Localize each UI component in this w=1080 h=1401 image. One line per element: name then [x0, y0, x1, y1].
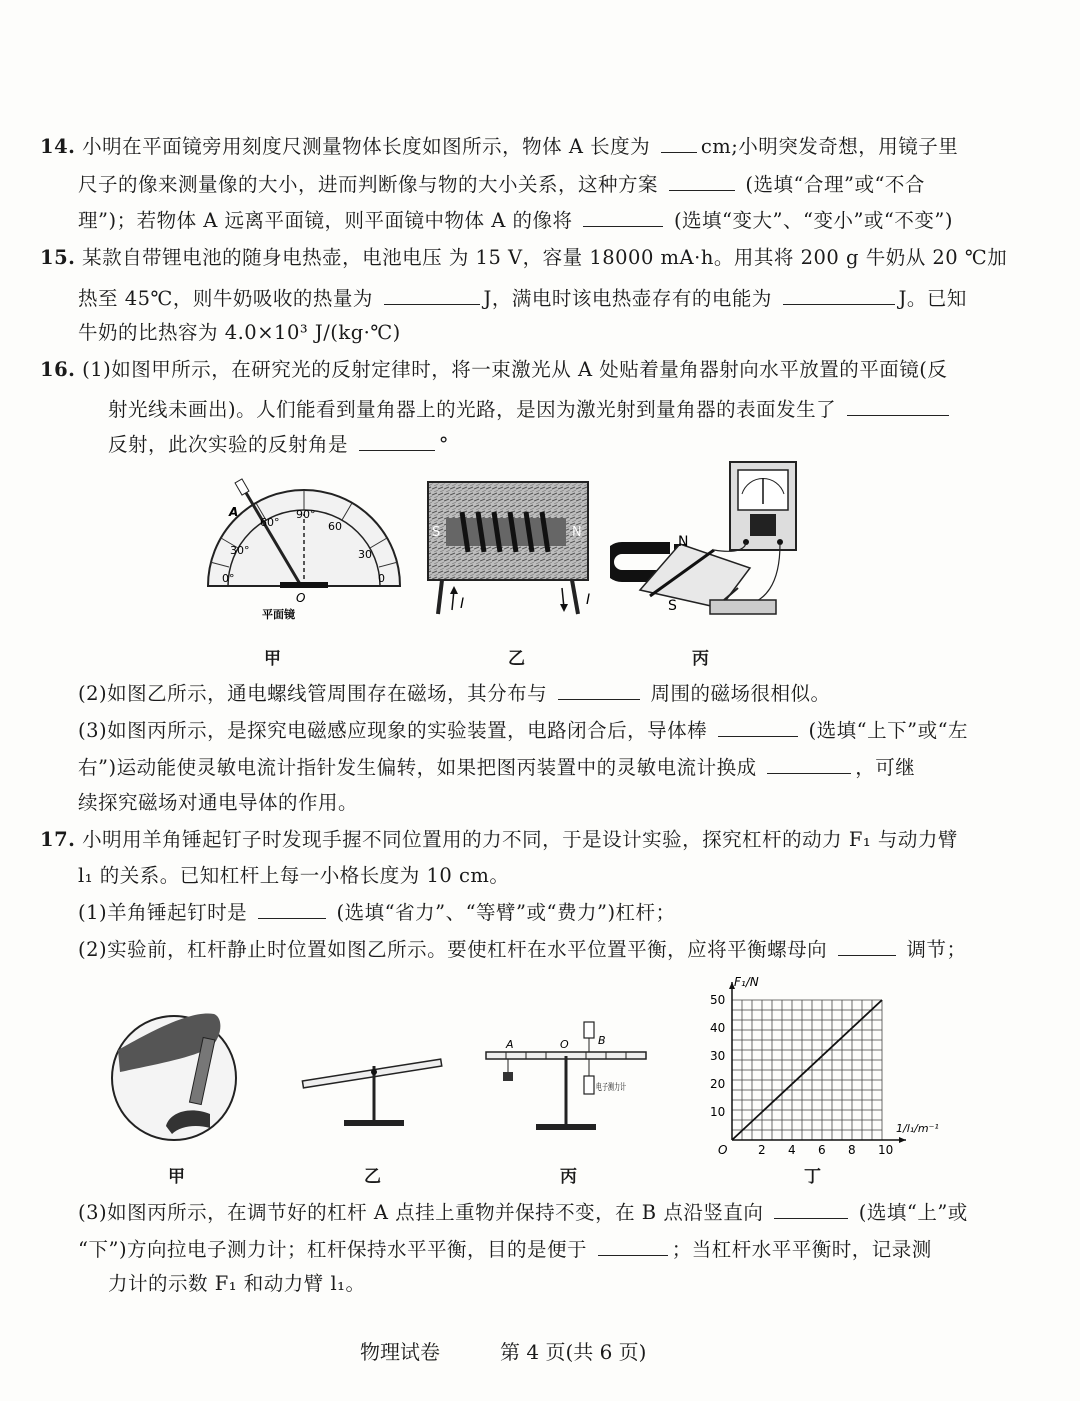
current-right-label: I	[586, 592, 591, 608]
q17-blank-lever-type[interactable]	[258, 898, 326, 919]
q15-text: 热至 45℃，则牛奶吸收的热量为	[78, 287, 373, 310]
q16-part2	[78, 679, 831, 707]
q14-line-1	[40, 132, 958, 160]
q16-line-1	[40, 357, 947, 383]
q14-line-3	[78, 206, 953, 234]
chart-y-tick-label: 30	[710, 1049, 726, 1063]
figure-protractor	[200, 478, 410, 628]
q17-text: (3)如图丙所示，在调节好的杠杆 A 点挂上重物并保持不变，在 B 点沿竖直向	[78, 1201, 764, 1224]
figure-claw-hammer	[110, 1002, 242, 1154]
fig16-caption-jia: 甲	[264, 649, 281, 669]
q15-text: 某款自带锂电池的随身电热壶，电池电压 为 15 V，容量 18000 mA·h。用其将 200 g 牛奶从 20 ℃加	[82, 246, 1008, 269]
q16-text: 续探究磁场对通电导体的作用。	[78, 791, 359, 814]
q15-line-2	[78, 284, 967, 312]
chart-x-tick-label: 4	[788, 1143, 796, 1157]
fig17-caption-yi: 乙	[364, 1167, 381, 1187]
q16-text: (1)如图甲所示，在研究光的反射定律时，将一束激光从 A 处贴着量角器射向水平放置的平面镜(反	[82, 358, 948, 381]
angle-30-right: 30	[358, 548, 372, 561]
chart-y-tick-label: 50	[710, 993, 726, 1007]
q16-part3-line-3	[78, 790, 358, 816]
chart-y-tick-label: 20	[710, 1077, 726, 1091]
q14-blank-image[interactable]	[583, 206, 663, 227]
pole-s-label: S	[432, 525, 441, 540]
angle-0-left: 0°	[222, 572, 235, 585]
magnet-s-label: S	[668, 598, 677, 614]
angle-90: 90°	[296, 508, 316, 521]
q16-number: 16.	[40, 358, 76, 381]
q16-text: 右”)运动能使灵敏电流计指针发生偏转，如果把图丙装置中的灵敏电流计换成	[78, 756, 757, 779]
q16-blank-reflection-type[interactable]	[847, 395, 949, 416]
q17-part3-line-2	[78, 1235, 932, 1263]
q16-blank-device[interactable]	[767, 753, 851, 774]
q14-text: cm;小明突发奇想，用镜子里	[700, 135, 959, 158]
chart-y-tick-label: 40	[710, 1021, 726, 1035]
q15-number: 15.	[40, 246, 76, 269]
q17-blank-nut-direction[interactable]	[838, 935, 896, 956]
q15-line-1	[40, 245, 1007, 271]
q16-line-3	[108, 430, 449, 458]
angle-60-left: 60°	[260, 516, 280, 529]
footer-subject: 物理试卷	[360, 1340, 440, 1364]
q17-part2	[78, 935, 967, 963]
q17-line-1	[40, 827, 958, 853]
q16-text: (选填“上下”或“左	[808, 719, 969, 742]
q16-part3-line-1	[78, 716, 968, 744]
mirror-label: 平面镜	[262, 608, 295, 621]
q17-text: (1)羊角锤起钉时是	[78, 901, 248, 924]
q17-part1	[78, 898, 676, 926]
q17-part3-line-1	[78, 1198, 968, 1226]
q14-text: (选填“合理”或“不合	[745, 173, 925, 196]
q16-text: (3)如图丙所示，是探究电磁感应现象的实验装置，电路闭合后，导体棒	[78, 719, 708, 742]
lever-point-o: O	[560, 1038, 569, 1051]
q16-blank-angle[interactable]	[359, 430, 435, 451]
q17-text: l₁ 的关系。已知杠杆上每一小格长度为 10 cm。	[78, 864, 510, 887]
q14-text: 尺子的像来测量像的大小，进而判断像与物的大小关系，这种方案	[78, 173, 659, 196]
point-a-label: A	[229, 505, 239, 519]
fig17-caption-ding: 丁	[804, 1167, 821, 1187]
weight-icon	[503, 1072, 513, 1081]
q17-text: 调节；	[906, 938, 967, 961]
q14-text: (选填“变大”、“变小”或“不变”)	[673, 209, 953, 232]
q17-text: “下”)方向拉电子测力计；杠杆保持水平平衡，目的是便于	[78, 1238, 588, 1261]
fig17-caption-jia: 甲	[168, 1167, 185, 1187]
q16-text: °	[438, 433, 449, 456]
q16-blank-magnet[interactable]	[558, 679, 640, 700]
force-meter-icon	[584, 1076, 594, 1094]
q15-line-3	[78, 320, 401, 346]
q14-blank-plan[interactable]	[669, 170, 735, 191]
chart-x-tick-label: 2	[758, 1143, 766, 1157]
fig16-caption-bing: 丙	[692, 649, 709, 669]
figure-induction-apparatus	[610, 458, 812, 622]
q16-text: 射光线未画出)。人们能看到量角器上的光路，是因为激光射到量角器的表面发生了	[108, 398, 837, 421]
current-left-label: I	[460, 596, 465, 612]
q17-part3-line-3	[108, 1271, 366, 1297]
footer-page-number: 第 4 页(共 6 页)	[500, 1340, 647, 1364]
q15-text: J，满电时该电热壶存有的电能为	[483, 287, 772, 310]
q14-text: 小明在平面镜旁用刻度尺测量物体长度如图所示，物体 A 长度为	[82, 135, 651, 158]
q17-text: (选填“省力”、“等臂”或“费力”)杠杆；	[336, 901, 676, 924]
chart-origin-label: O	[718, 1143, 728, 1157]
q16-text: 反射，此次实验的反射角是	[108, 433, 349, 456]
angle-0-right: 0	[378, 572, 385, 585]
q17-number: 17.	[40, 828, 76, 851]
chart-y-axis-label: F₁/N	[734, 975, 759, 989]
figure-solenoid	[426, 480, 594, 616]
q14-number: 14.	[40, 135, 76, 158]
figure-f1-chart	[700, 972, 956, 1158]
point-o-label: O	[296, 591, 306, 605]
q16-line-2	[108, 395, 953, 423]
q14-blank-length[interactable]	[661, 132, 697, 153]
q17-blank-pull-direction[interactable]	[774, 1198, 848, 1219]
q17-text: (选填“上”或	[858, 1201, 968, 1224]
q17-line-2	[78, 863, 509, 889]
figure-balanced-lever	[480, 1012, 656, 1138]
lever-point-b: B	[598, 1034, 606, 1047]
q15-text: 牛奶的比热容为 4.0×10³ J/(kg·℃)	[78, 321, 401, 344]
magnet-n-label: N	[678, 534, 689, 550]
mirror-icon	[280, 582, 328, 588]
q17-text: (2)实验前，杠杆静止时位置如图乙所示。要使杠杆在水平位置平衡，应将平衡螺母向	[78, 938, 828, 961]
q16-text: (2)如图乙所示，通电螺线管周围存在磁场，其分布与	[78, 682, 548, 705]
angle-60-right: 60	[328, 520, 342, 533]
q16-blank-direction[interactable]	[718, 716, 798, 737]
q14-text: 理”)；若物体 A 远离平面镜，则平面镜中物体 A 的像将	[78, 209, 573, 232]
chart-y-tick-label: 10	[710, 1105, 726, 1119]
chart-x-arrow	[899, 1137, 906, 1143]
q16-text: 周围的磁场很相似。	[650, 682, 831, 705]
pole-n-label: N	[572, 525, 582, 540]
q17-text: 力计的示数 F₁ 和动力臂 l₁。	[108, 1272, 366, 1295]
q14-line-2	[78, 170, 925, 198]
q15-blank-heat[interactable]	[384, 284, 480, 305]
q15-blank-energy[interactable]	[783, 284, 895, 305]
q15-text: J。已知	[898, 287, 967, 310]
chart-x-axis-label: 1/l₁/m⁻¹	[896, 1122, 939, 1135]
force-meter-label: 电子测力计	[596, 1083, 642, 1093]
fig17-caption-bing: 丙	[560, 1167, 577, 1187]
chart-x-tick-label: 8	[848, 1143, 856, 1157]
angle-30-left: 30°	[230, 544, 250, 557]
q17-blank-purpose[interactable]	[598, 1235, 668, 1256]
figure-tilted-lever	[298, 1040, 450, 1130]
chart-x-tick-label: 6	[818, 1143, 826, 1157]
q16-part3-line-2	[78, 753, 915, 781]
q17-text: ；当杠杆水平平衡时，记录测	[671, 1238, 932, 1261]
q17-text: 小明用羊角锤起钉子时发现手握不同位置用的力不同，于是设计实验，探究杠杆的动力 F₁ 与动力臂	[82, 828, 958, 851]
chart-x-tick-label: 10	[878, 1143, 894, 1157]
lever-point-a: A	[506, 1038, 514, 1051]
q16-text: ，可继	[855, 756, 916, 779]
fig16-caption-yi: 乙	[508, 649, 525, 669]
